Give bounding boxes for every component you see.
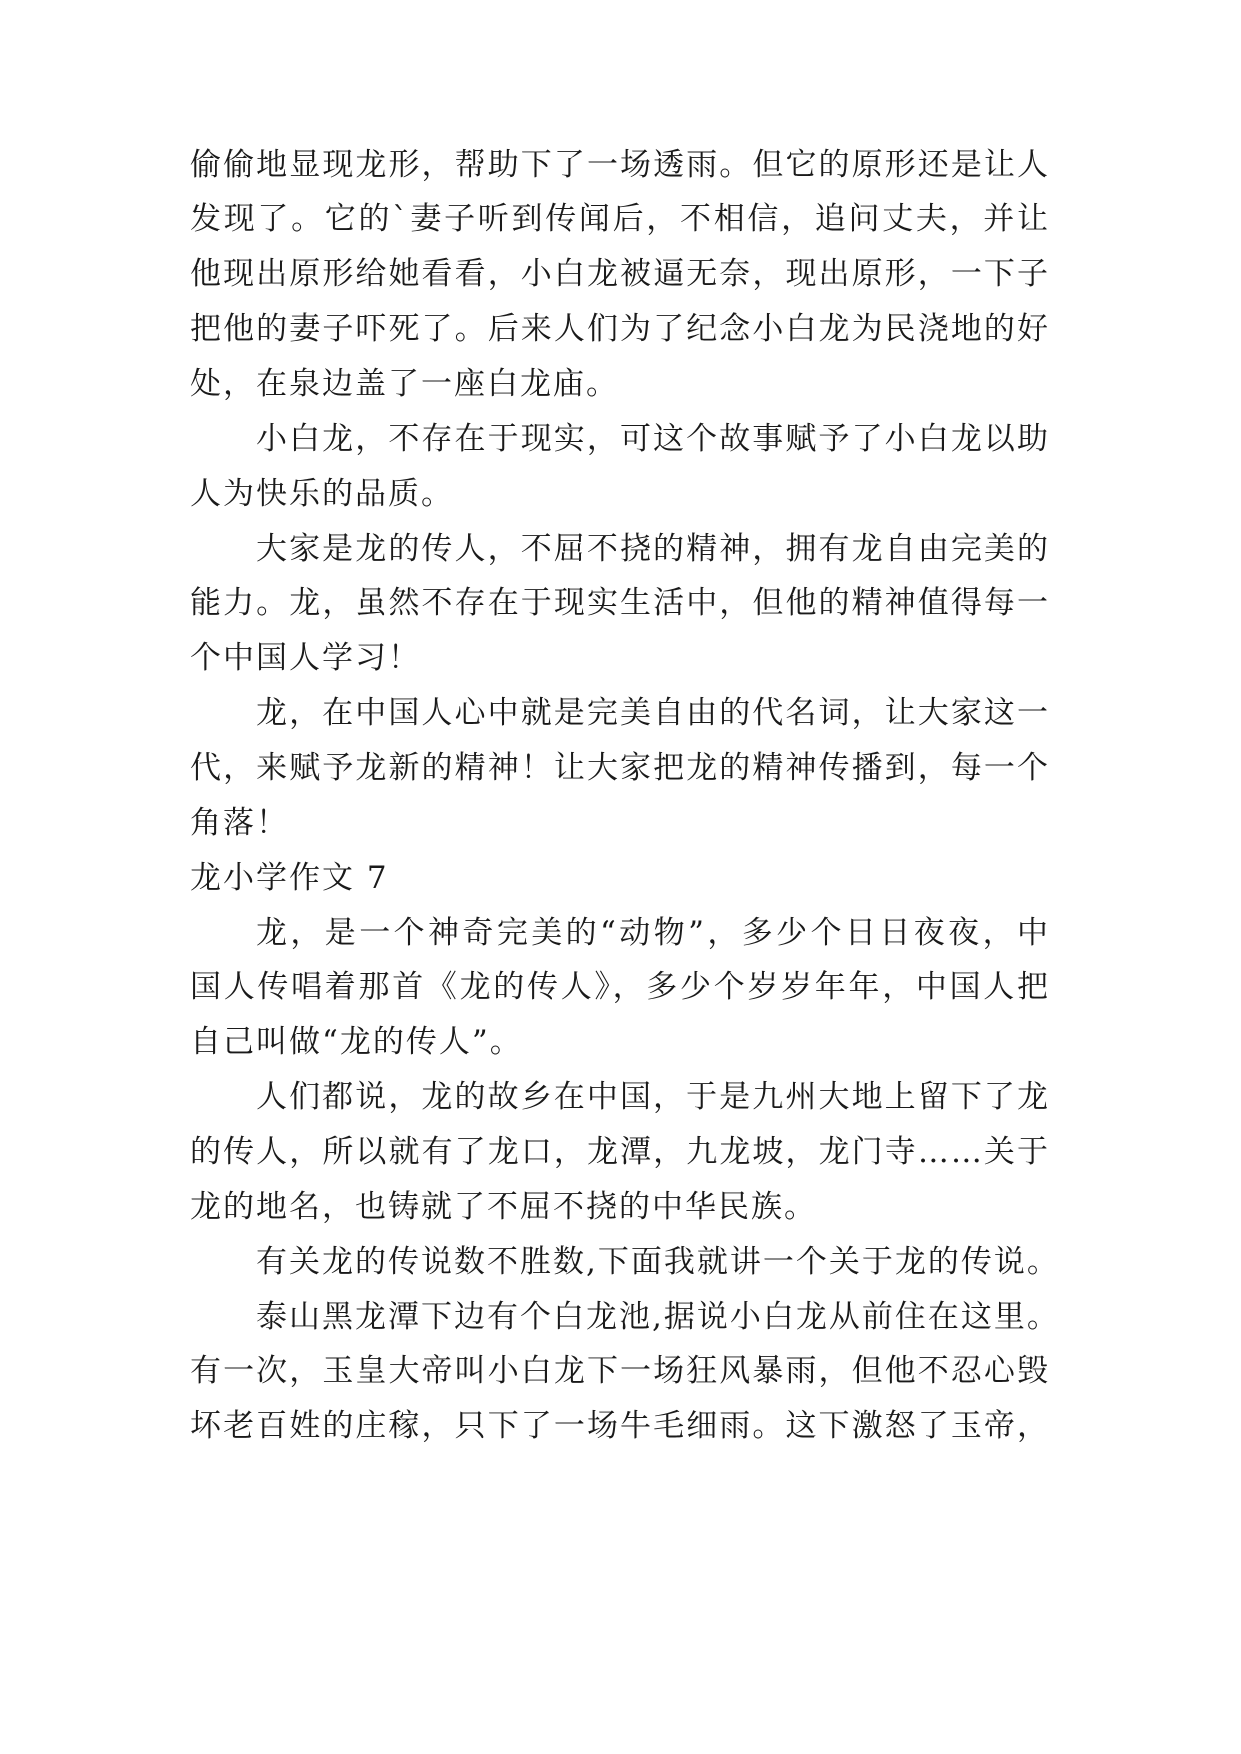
paragraph-first-line: 人们都说，龙的故乡在中国，于是九州大地上留下了龙	[256, 1079, 1050, 1115]
paragraph-first-line: 龙，是一个神奇完美的“动物”，多少个日日夜夜，中	[256, 915, 1050, 951]
text-line: 角落！	[190, 805, 289, 841]
paragraph-first-line: 龙，在中国人心中就是完美自由的代名词，让大家这一	[256, 695, 1050, 731]
text-line: 他现出原形给她看看，小白龙被逼无奈，现出原形，一下子	[190, 256, 1050, 292]
text-line: 偷偷地显现龙形，帮助下了一场透雨。但它的原形还是让人	[190, 147, 1050, 183]
text-line: 国人传唱着那首《龙的传人》，多少个岁岁年年，中国人把	[190, 969, 1050, 1005]
text-line: 把他的妻子吓死了。后来人们为了纪念小白龙为民浇地的好	[190, 311, 1050, 347]
text-line: 人为快乐的品质。	[190, 476, 454, 512]
section-heading: 龙小学作文 7	[190, 860, 389, 896]
text-line: 个中国人学习！	[190, 640, 421, 676]
text-line: 自己叫做“龙的传人”。	[190, 1024, 523, 1060]
text-line: 代，来赋予龙新的精神！让大家把龙的精神传播到，每一个	[190, 750, 1050, 786]
paragraph-first-line: 小白龙，不存在于现实，可这个故事赋予了小白龙以助	[256, 421, 1050, 457]
text-line: 的传人，所以就有了龙口，龙潭，九龙坡，龙门寺……关于	[190, 1134, 1050, 1170]
paragraph-first-line: 泰山黑龙潭下边有个白龙池,据说小白龙从前住在这里。	[256, 1299, 1060, 1335]
text-line: 处，在泉边盖了一座白龙庙。	[190, 366, 619, 402]
text-line: 有一次，玉皇大帝叫小白龙下一场狂风暴雨，但他不忍心毁	[190, 1353, 1050, 1389]
paragraph-first-line: 有关龙的传说数不胜数,下面我就讲一个关于龙的传说。	[256, 1244, 1060, 1280]
text-line: 龙的地名，也铸就了不屈不挠的中华民族。	[190, 1189, 817, 1225]
text-line: 发现了。它的`妻子听到传闻后，不相信，追问丈夫，并让	[190, 201, 1050, 237]
paragraph-first-line: 大家是龙的传人，不屈不挠的精神，拥有龙自由完美的	[256, 531, 1050, 567]
text-line: 能力。龙，虽然不存在于现实生活中，但他的精神值得每一	[190, 585, 1050, 621]
text-line: 坏老百姓的庄稼，只下了一场牛毛细雨。这下激怒了玉帝，	[190, 1408, 1050, 1444]
